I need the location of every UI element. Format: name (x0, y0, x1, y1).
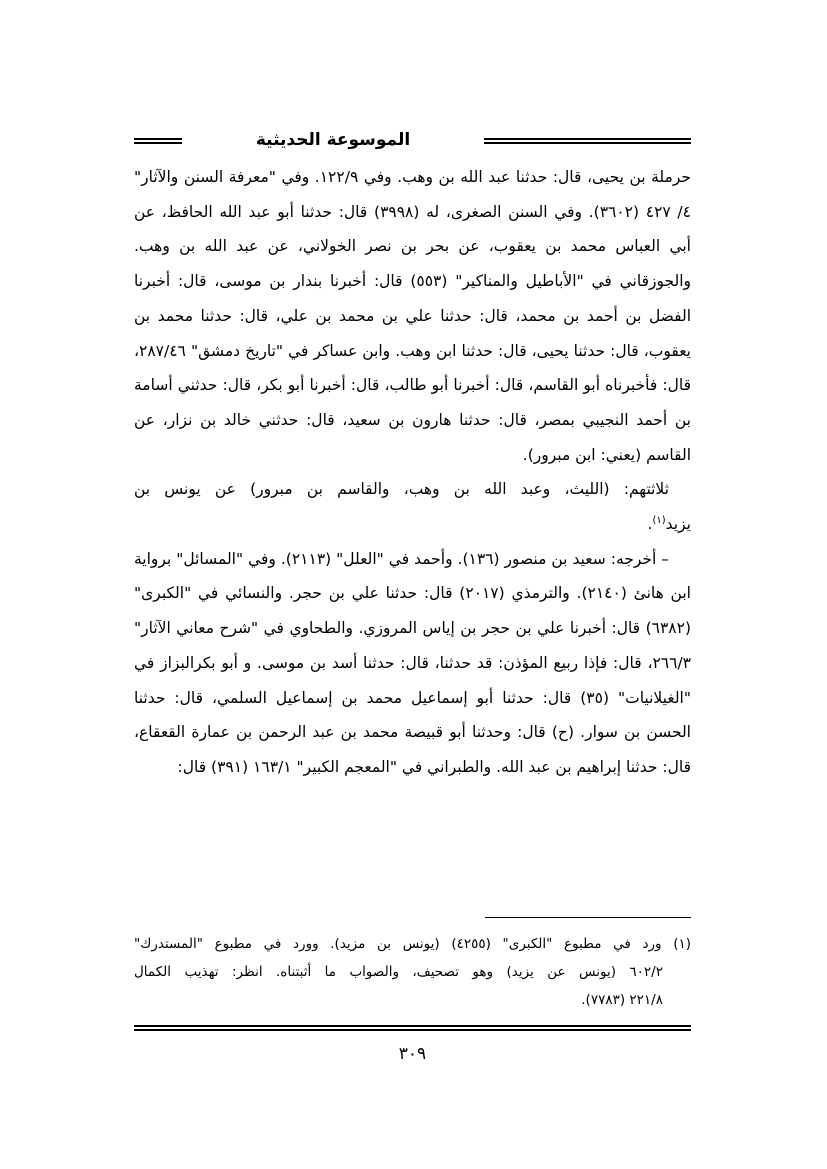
paragraph-3: – أخرجه: سعيد بن منصور (١٣٦). وأحمد في "العلل" (٢١١٣). وفي "المسائل" برواية ابن هانئ (٢١٤٠). والترمذي (٢٠١٧) قال: حدثنا علي بن حجر. والنسائي في "الكبرى" (٦٣٨٢) قال: أخبرنا علي بن حجر بن إياس المروزي. والطحاوي في "شرح معاني الآثار" ٣/‏٢٦٦، قال: فإذا ربيع المؤذن: قد حدثنا، قال: حدثنا أسد بن موسى. و أبو بكرالبزاز في "الغيلانيات" (٣٥) قال: حدثنا أبو إسماعيل محمد بن إسماعيل السلمي، قال: حدثنا الحسن بن سوار. (ح) قال: وحدثنا أبو قبيصة محمد بن عبد الرحمن بن عمارة القعقاع، قال: حدثنا إبراهيم بن عبد الله. والطبراني في "المعجم الكبير" ١/‏١٦٣ (٣٩١) قال: (134, 549, 691, 776)
footnote-1-line-2: ٢/‏٦٠٢ (يونس عن يزيد) وهو تصحيف، والصواب ما أثبتناه. انظر: تهذيب الكمال (134, 964, 663, 980)
running-header (134, 122, 691, 158)
footnote-1-line-1: (١) ورد في مطبوع "الكبرى" (٤٢٥٥) (يونس بن مزيد). وورد في مطبوع "المستدرك" (134, 936, 692, 952)
page-title: الموسوعة الحديثية (255, 130, 411, 150)
paragraph-2-end: . (647, 515, 653, 534)
paragraph-1: حرملة بن يحيى، قال: حدثنا عبد الله بن وهب. وفي ٩/‏١٢٢. وفي "معرفة السنن والآثار" ٤/ ٤٢٧ (٣٦٠٢). وفي السنن الصغرى، له (٣٩٩٨) قال: حدثنا أبو عبد الله الحافظ، عن أبي العباس محمد بن يعقوب، عن بحر بن نصر الخولاني، عن عبد الله بن وهب. والجوزقاني في "الأباطيل والمناكير" (٥٥٣) قال: أخبرنا بندار بن موسى، قال: أخبرنا الفضل بن أحمد بن محمد، قال: حدثنا علي بن محمد بن علي، قال: حدثنا محمد بن يعقوب، قال: حدثنا يحيى، قال: حدثنا ابن وهب. وابن عساكر في "تاريخ دمشق" ٤٦/‏٢٨٧، قال: فأخبرناه أبو القاسم، قال: أخبرنا أبو طالب، قال: أخبرنا أبو بكر، قال: حدثني أسامة بن أحمد النجيبي بمصر، قال: حدثنا هارون بن سعيد، قال: حدثني خالد بن نزار، عن القاسم (يعني: ابن مبرور). (134, 168, 692, 464)
page-number: ٣٠٩ (398, 1044, 427, 1064)
footnote-1-line-3: ٨/‏٢٢١ (٧٧٨٣). (581, 992, 663, 1008)
paragraph-2-line-1: ثلاثتهم: (الليث، وعبد الله بن وهب، والقاسم بن مبرور) عن يونس بن (134, 480, 669, 499)
footer-rule (134, 1025, 691, 1031)
footnote-separator (485, 917, 691, 918)
main-text (134, 160, 691, 785)
header-rule-left (134, 138, 182, 144)
footnote-reference[interactable]: (١) (652, 514, 666, 526)
footnotes (134, 930, 691, 1014)
paragraph-2-line-2 (134, 507, 691, 542)
header-rule-right (484, 138, 691, 144)
paragraph-2-text: يزيد (665, 515, 691, 534)
